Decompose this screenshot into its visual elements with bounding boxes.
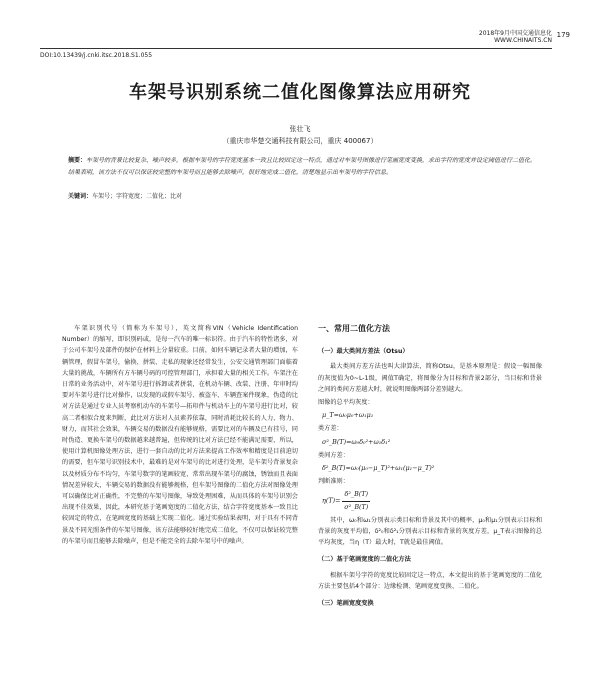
equation-label: 图像的总平均灰度： — [318, 399, 374, 407]
paper-title: 车架号识别系统二值化图像算法应用研究 — [129, 82, 471, 103]
subsection-swt-title: （三）笔画宽度变换 — [318, 600, 374, 608]
section-title: 一、常用二值化方法 — [318, 324, 390, 333]
intro-paragraph: 车架识别代号（简称为车架号），英文简称VIN（Vehicle Identification Number）的缩写，即识别码或，是每一汽车的唯一标识符。由于汽车的特性诸多，对于公司车架号及部件的保护在材料上分量较重。目前，如何车辆记录者大量的增加，车辆管理，假冒车架号，偷换、拼装、走私的现象还经常发生，公安交通管理部门面临着大量的挑战，车辆所有方车辆号码的可控管理部门，承担着大量的相关工作。车架注在日常的业务活动中，对车架号进行拆卸或者拼装，在机动车辆、改装、注册、年审时均要对车架号进行比对操作，以发现的或假车架号、被盗车、车辆查案件现象，伪造的比对方法是通过专业人员考察机动车的车架号—拓印件与机动车上的车架号进行比对，较高二者相似合度来判断，此比对方法对人员素养依靠，同时消耗比较长的人力、物力、财力，而其社会效果，车辆交易的数据没有能够规格，需要比对的车辆及已有挂号，同时伪造、更换车架号的数据越来越普遍，但传统的比对方法已经不能满足需要，所以，使用计算机图像处理方法，进行一套自动的比对方法来提高工作效率和精度是目前迫切的需要，但车架号识别技术中，最难的是对车架号的比对进行处理，是车架号背景复杂以及材质分布不均匀，车架号数字的笔画较宽，常常出现车架号的腐蚀，锈蚀而且表面情况差异较大，车辆交易的数据没有能够规格，但车架号图像的二值化方法对图像处理可以确保比对正确性，不完整的车架号图像，导致处理困难，从而具体的车架号识别会出现不佳效果，因此，本研究基于笔画宽度的二值化方法，结合字符宽度基本一致且比较固定的特点，在笔画宽度的基础上实现二值化。通过实验结果表明，对于具有不同背景及不同光照条件的车架号图像，该方法能够较好地完成二值化，不仅可以保证较完整的车架号而且能够去除噪声，但是不能完全的去除车架号中的噪声。 — [62, 325, 298, 545]
criterion-denominator: σ²_B(T) — [344, 502, 369, 511]
subsection-otsu-title: （一）最大类间方差法（Otsu） — [318, 348, 409, 356]
equation-criterion — [322, 489, 542, 512]
abstract-label: 摘要： — [68, 157, 87, 164]
abstract — [68, 155, 540, 179]
equation-label: 判断准则： — [318, 478, 349, 486]
keywords-label: 关键词： — [68, 193, 93, 200]
otsu-paragraph: 最大类间方差方法也叫大津算法，简称Otsu，是基本原理是：假设一幅图像的灰度值为0~L-1级，阈值T确定，将图像分为目标和背景2部分，当目标和背景之间的类间方差越大时，就说明图像两部分差别越大。 — [318, 363, 542, 393]
author: 张壮飞 — [289, 125, 311, 133]
criterion-fraction — [342, 489, 370, 512]
header-rule — [40, 48, 552, 49]
otsu-explanation: 其中，ω₀和ω₁分别表示类目标和背景及其中的概率，μ₀和μ₁分别表示目标和背景的灰度平均值，δ²₀和δ²₁分别表示目标和背景的灰度方差，μ_T表示图像的总平均灰度，当η（T）最大时，T就是最佳阈值。 — [318, 516, 542, 547]
criterion-numerator: δ²_B(T) — [342, 489, 370, 501]
equation-label: 类间方差： — [318, 451, 349, 459]
criterion-lhs: η(T)= — [322, 497, 341, 506]
equation-within-variance: σ²_B(T)=ω₀δ₀²+ω₁δ₁² — [322, 437, 391, 446]
equation-between-variance: δ²_B(T)=ω₀(μ₀−μ_T)²+ω₁(μ₁−μ_T)² — [322, 464, 435, 473]
left-column — [62, 323, 298, 547]
keywords-text: 车架号；字符宽度；二值化；比对 — [92, 193, 183, 200]
equation-mean: μ_T=ω₀μ₀+ω₁μ₁ — [322, 411, 374, 420]
stroke-paragraph: 根据车架号字符的宽度比较固定这一特点，本文提出的基于笔画宽度的二值化方法主要包括4个部分：边缘检测、笔画宽度变换、二值化。 — [318, 571, 542, 590]
journal-name: 2018年9月中国交通信息化 — [478, 30, 552, 37]
right-column — [318, 323, 542, 613]
subsection-stroke-title: （二）基于笔画宽度的二值化方法 — [318, 556, 411, 564]
affiliation: （重庆市华楚交通科技有限公司，重庆 400067） — [222, 137, 378, 145]
keywords — [68, 191, 540, 203]
running-header — [478, 30, 570, 44]
page-number: 179 — [556, 31, 570, 39]
doi: DOI:10.13439/j.cnki.itsc.2018.S1.055 — [40, 52, 153, 59]
equation-label: 类方差： — [318, 425, 343, 433]
abstract-text: 车架号的背景比较复杂、噪声较多，根据车架号的字符宽度基本一致且比较固定这一特点，通过对车架号图像进行笔画宽度变换，求出字符的宽度并设定阈值进行二值化。结果表明，该方法不仅可以保证较完整的车架号而且能够去除噪声，很好地完成二值化，清楚地显示出车架号的字符信息。 — [68, 157, 537, 176]
journal-website: WWW.CHINAITS.CN — [494, 37, 552, 44]
